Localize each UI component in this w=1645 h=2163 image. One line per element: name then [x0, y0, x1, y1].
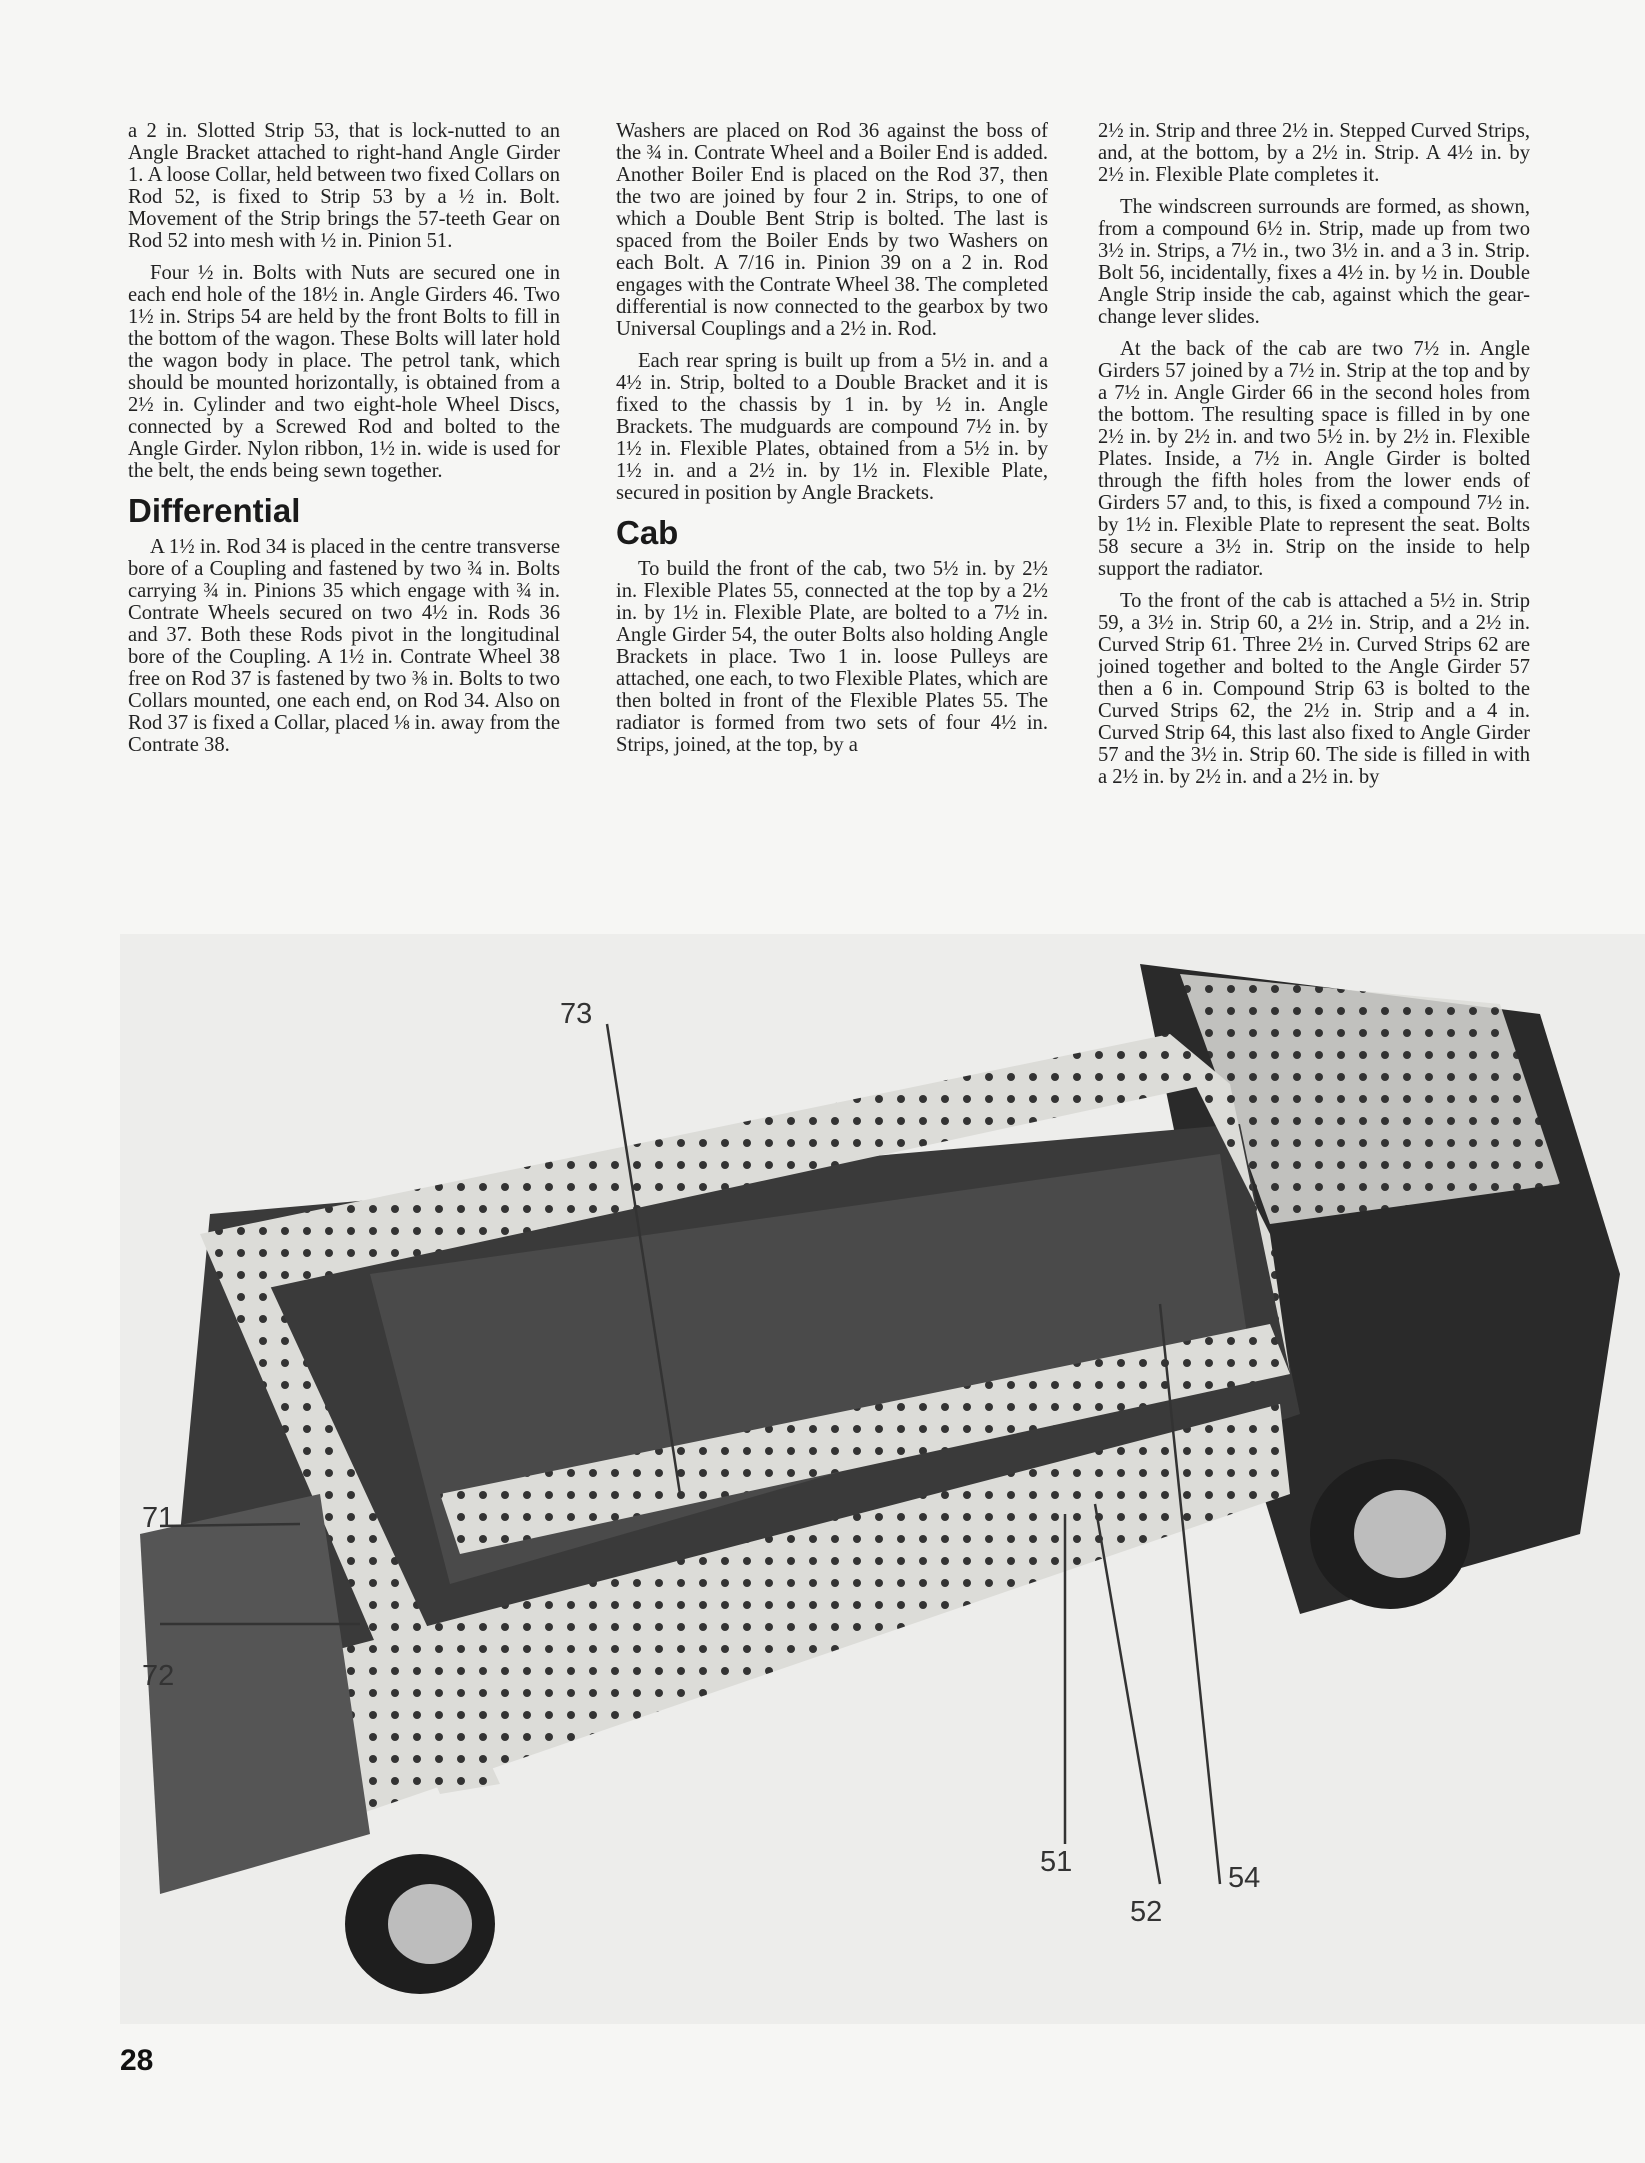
- paragraph: To build the front of the cab, two 5½ in. by 2½ in. Flexible Plates 55, connected at the top by a 2½ in. by 1½ in. Flexible Plate, are bolted to a 7½ in. Angle Girder 54, the outer Bolts also holding Angle Brackets in place. Two 1 in. loose Pulleys are attached, one each, to two Flexible Plates, which are then bolted in front of the Flexible Plates 55. The radiator is formed from two sets of four 4½ in. Strips, joined, at the top, by a: [616, 558, 1048, 756]
- text-column-3: [1098, 120, 1530, 798]
- paragraph: Four ½ in. Bolts with Nuts are secured one in each end hole of the 18½ in. Angle Girders 46. Two 1½ in. Strips 54 are held by the front Bolts to fill in the bottom of the wagon. These Bolts will later hold the wagon body in place. The petrol tank, which should be mounted horizontally, is obtained from a 2½ in. Cylinder and two eight-hole Wheel Discs, connected by a Screwed Rod and bolted to the Angle Girder. Nylon ribbon, 1½ in. wide is used for the belt, the ends being sewn together.: [128, 262, 560, 482]
- callout-label: 71: [142, 1502, 175, 1534]
- callout-label: 52: [1130, 1896, 1163, 1928]
- paragraph: Each rear spring is built up from a 5½ in. and a 4½ in. Strip, bolted to a Double Bracket and it is fixed to the chassis by 1 in. by ½ in. Angle Brackets. The mudguards are compound 7½ in. by 1½ in. Flexible Plates, obtained from a 5½ in. by 1½ in. and a 2½ in. by 1½ in. Flexible Plate, secured in position by Angle Brackets.: [616, 350, 1048, 504]
- paragraph: Washers are placed on Rod 36 against the boss of the ¾ in. Contrate Wheel and a Boiler End is added. Another Boiler End is placed on the Rod 37, then the two are joined by four 2 in. Strips, to one of which a Double Bent Strip is bolted. The last is spaced from the Boiler Ends by two Washers on each Bolt. A 7/16 in. Pinion 39 on a 2 in. Rod engages with the Contrate Wheel 38. The completed differential is now connected to the gearbox by two Universal Couplings and a 2½ in. Rod.: [616, 120, 1048, 340]
- callout-label: 54: [1228, 1862, 1261, 1894]
- section-heading-cab: Cab: [616, 514, 679, 551]
- model-photograph: [120, 934, 1645, 2024]
- callout-label: 51: [1040, 1846, 1073, 1878]
- lorry-model-illustration: [120, 934, 1645, 2024]
- paragraph: The windscreen surrounds are formed, as shown, from a compound 6½ in. Strip, made up from two 3½ in. Strips, a 7½ in., two 3½ in. and a 3 in. Strip. Bolt 56, incidentally, fixes a 4½ in. by ½ in. Double Angle Strip inside the cab, against which the gear-change lever slides.: [1098, 196, 1530, 328]
- paragraph: At the back of the cab are two 7½ in. Angle Girders 57 joined by a 7½ in. Strip at the top and by a 7½ in. Angle Girder 66 in the second holes from the bottom. The resulting space is filled in by one 2½ in. by 2½ in. and two 5½ in. by 2½ in. Flexible Plates. Inside, a 7½ in. Angle Girder is bolted through the fifth holes from the lower ends of Girders 57 and, to this, is fixed a compound 7½ in. by 1½ in. Flexible Plate to represent the seat. Bolts 58 secure a 3½ in. Strip on the inside to help support the radiator.: [1098, 338, 1530, 580]
- paragraph: a 2 in. Slotted Strip 53, that is lock-nutted to an Angle Bracket attached to right-hand Angle Girder 1. A loose Collar, held between two fixed Collars on Rod 52, is fixed to Strip 53 by a ½ in. Bolt. Movement of the Strip brings the 57-teeth Gear on Rod 52 into mesh with ½ in. Pinion 51.: [128, 120, 560, 252]
- section-heading-differential: Differential: [128, 492, 301, 529]
- paragraph: 2½ in. Strip and three 2½ in. Stepped Curved Strips, and, at the bottom, by a 2½ in. Strip. A 4½ in. by 2½ in. Flexible Plate completes it.: [1098, 120, 1530, 186]
- text-column-2: [616, 120, 1048, 766]
- callout-label: 72: [142, 1660, 175, 1692]
- page-number: 28: [120, 2044, 154, 2077]
- text-column-1: [128, 120, 560, 766]
- callout-label: 73: [560, 998, 593, 1030]
- paragraph: To the front of the cab is attached a 5½ in. Strip 59, a 3½ in. Strip 60, a 2½ in. Strip, and a 2½ in. Curved Strip 61. Three 2½ in. Curved Strips 62 are joined together and bolted to the Angle Girder 57 then a 6 in. Compound Strip 63 is bolted to the Curved Strips 62, the 2½ in. Strip and a 4 in. Curved Strip 64, this last also fixed to Angle Girder 57 and the 3½ in. Strip 60. The side is filled in with a 2½ in. by 2½ in. and a 2½ in. by: [1098, 590, 1530, 788]
- paragraph: A 1½ in. Rod 34 is placed in the centre transverse bore of a Coupling and fastened by two ¾ in. Bolts carrying ¾ in. Pinions 35 which engage with ¾ in. Contrate Wheels secured on two 4½ in. Rods 36 and 37. Both these Rods pivot in the longitudinal bore of the Coupling. A 1½ in. Contrate Wheel 38 free on Rod 37 is fastened by two ⅜ in. Bolts to two Collars mounted, one each end, on Rod 34. Also on Rod 37 is fixed a Collar, placed ⅛ in. away from the Contrate 38.: [128, 536, 560, 756]
